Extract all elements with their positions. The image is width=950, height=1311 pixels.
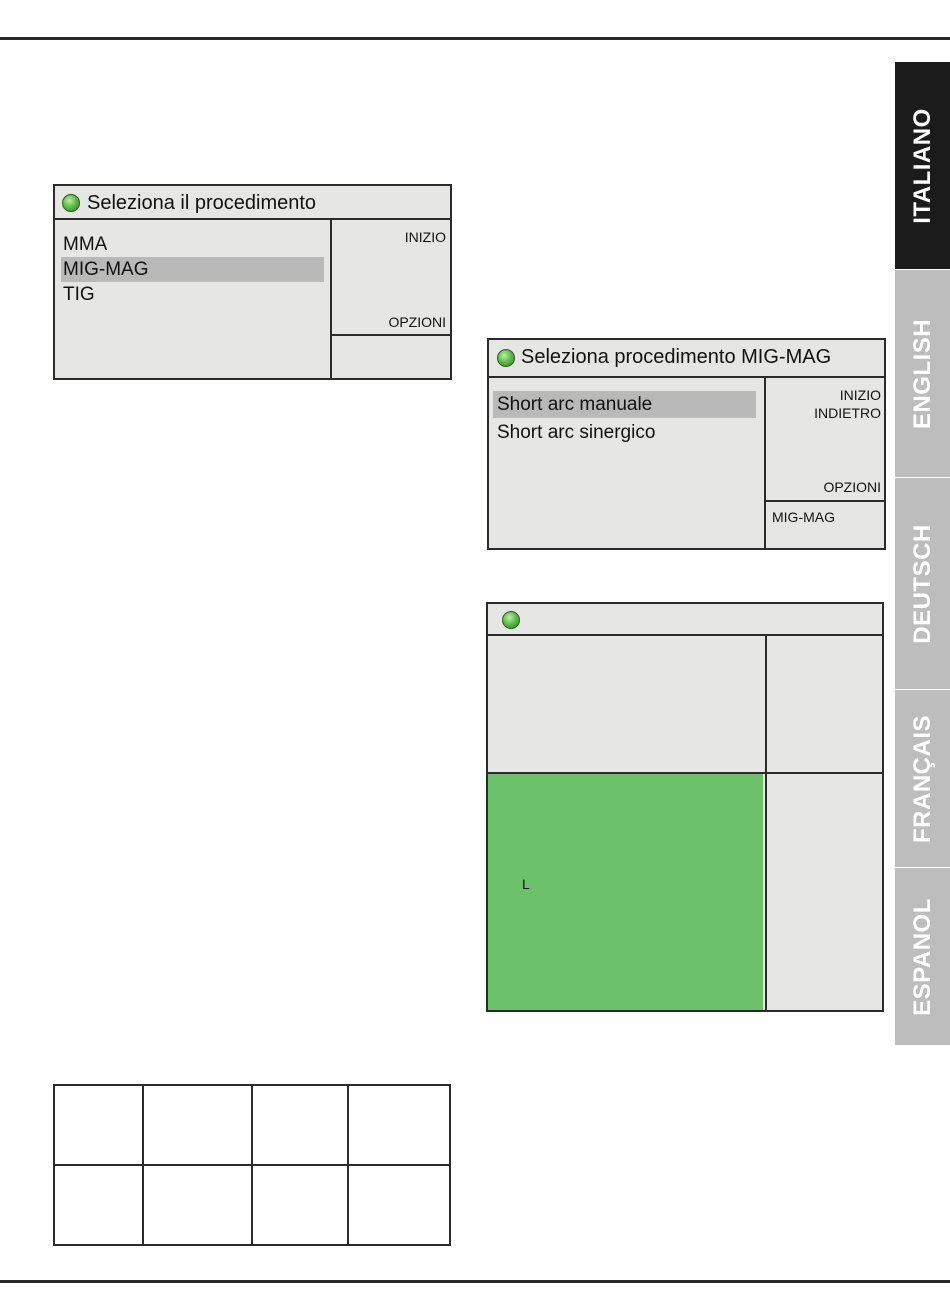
panel-divider bbox=[764, 378, 766, 548]
softkey-opzioni[interactable]: OPZIONI bbox=[388, 314, 446, 330]
tab-espanol[interactable] bbox=[895, 868, 950, 1046]
table-cell bbox=[252, 1165, 348, 1245]
table-cell bbox=[143, 1165, 252, 1245]
screen-title: Seleziona procedimento MIG-MAG bbox=[521, 346, 832, 368]
menu-item-mma[interactable]: MMA bbox=[63, 234, 108, 255]
screen-titlebar bbox=[488, 604, 882, 636]
top-rule bbox=[0, 37, 950, 40]
tab-deutsch[interactable] bbox=[895, 478, 950, 690]
screen-title: Seleziona il procedimento bbox=[87, 192, 317, 214]
screen-titlebar bbox=[489, 340, 884, 378]
tab-italiano[interactable] bbox=[895, 62, 950, 270]
tab-english[interactable] bbox=[895, 270, 950, 478]
menu-item-tig[interactable]: TIG bbox=[63, 284, 95, 305]
process-select-screen bbox=[53, 184, 452, 380]
cursor-marker: L bbox=[522, 876, 530, 892]
table-row bbox=[54, 1165, 450, 1245]
table-cell bbox=[54, 1085, 143, 1165]
tab-label: ENGLISH bbox=[908, 318, 936, 429]
softkey-inizio[interactable]: INIZIO bbox=[404, 229, 446, 245]
table-row bbox=[54, 1085, 450, 1165]
tab-label: FRANÇAIS bbox=[908, 714, 936, 843]
empty-table bbox=[53, 1084, 451, 1246]
tab-label: ESPANOL bbox=[908, 897, 936, 1016]
main-parameter-panel bbox=[488, 774, 763, 1010]
bottom-rule bbox=[0, 1280, 950, 1283]
table-cell bbox=[252, 1085, 348, 1165]
menu-item-mig-mag[interactable]: MIG-MAG bbox=[63, 259, 149, 280]
status-led-icon bbox=[502, 611, 520, 629]
mode-status-label: MIG-MAG bbox=[772, 509, 835, 525]
tab-label: ITALIANO bbox=[908, 107, 936, 224]
tab-label: DEUTSCH bbox=[908, 523, 936, 644]
table-cell bbox=[54, 1165, 143, 1245]
softkey-divider bbox=[330, 334, 450, 336]
tab-francais[interactable] bbox=[895, 690, 950, 868]
softkey-opzioni[interactable]: OPZIONI bbox=[823, 479, 881, 495]
softkey-inizio[interactable]: INIZIO bbox=[839, 387, 881, 403]
status-led-icon bbox=[62, 194, 80, 212]
menu-item-short-arc-manuale[interactable]: Short arc manuale bbox=[497, 394, 653, 415]
table-cell bbox=[348, 1165, 450, 1245]
screen-titlebar bbox=[55, 186, 450, 220]
table-cell bbox=[143, 1085, 252, 1165]
mig-mag-select-screen bbox=[487, 338, 886, 550]
panel-divider bbox=[765, 636, 767, 1010]
table-cell bbox=[348, 1085, 450, 1165]
main-work-screen bbox=[486, 602, 884, 1012]
menu-item-short-arc-sinergico[interactable]: Short arc sinergico bbox=[497, 422, 656, 443]
panel-divider bbox=[330, 220, 332, 378]
softkey-divider bbox=[764, 500, 884, 502]
softkey-indietro[interactable]: INDIETRO bbox=[814, 405, 881, 421]
status-led-icon bbox=[497, 349, 515, 367]
